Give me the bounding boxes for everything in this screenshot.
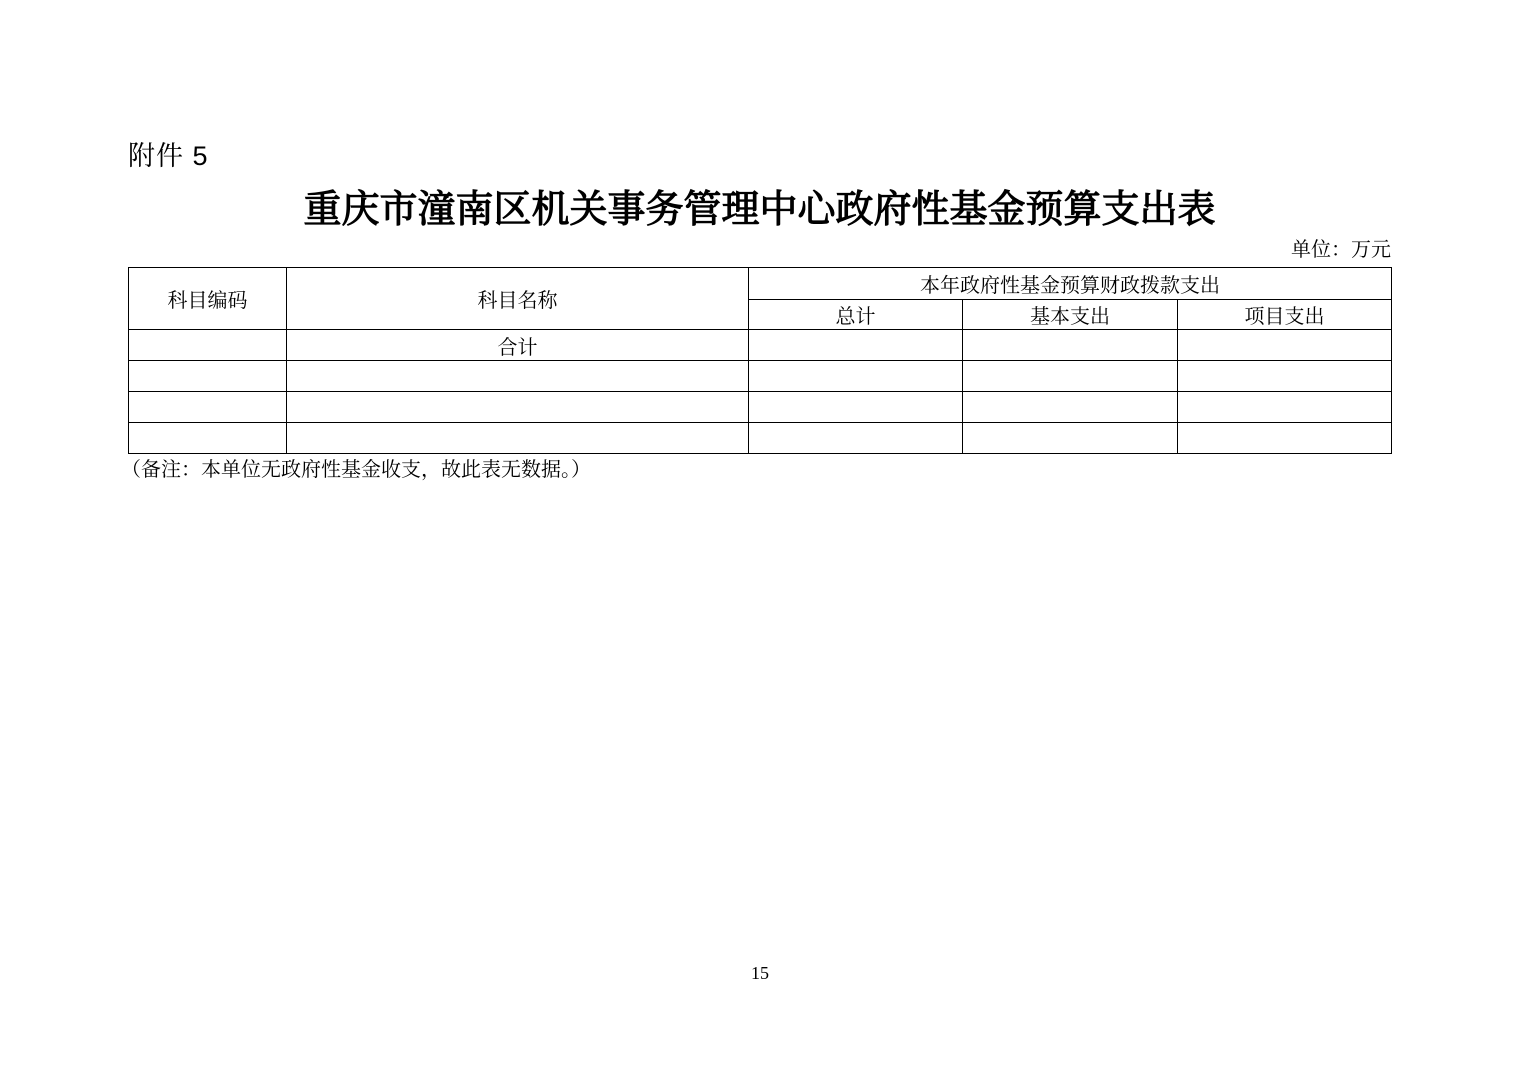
cell-basic-expenditure <box>963 423 1178 454</box>
cell-project-expenditure <box>1178 423 1392 454</box>
table-row <box>129 392 1392 423</box>
cell-subject-name <box>287 361 749 392</box>
col-header-subject-code: 科目编码 <box>129 268 287 330</box>
cell-subject-code <box>129 423 287 454</box>
budget-table <box>128 267 1392 454</box>
cell-subject-code <box>129 392 287 423</box>
col-header-project-expenditure: 项目支出 <box>1178 300 1392 330</box>
cell-basic-expenditure <box>963 330 1178 361</box>
table-row <box>129 330 1392 361</box>
cell-total <box>749 361 963 392</box>
col-header-basic-expenditure: 基本支出 <box>963 300 1178 330</box>
page-number: 15 <box>751 963 769 983</box>
cell-project-expenditure <box>1178 330 1392 361</box>
table-row <box>129 361 1392 392</box>
cell-subject-code <box>129 330 287 361</box>
cell-total <box>749 392 963 423</box>
cell-subject-name: 合计 <box>287 330 749 361</box>
cell-basic-expenditure <box>963 361 1178 392</box>
attachment-label: 附件 5 <box>128 141 209 171</box>
cell-subject-name <box>287 423 749 454</box>
col-header-total: 总计 <box>749 300 963 330</box>
cell-subject-name <box>287 392 749 423</box>
cell-project-expenditure <box>1178 361 1392 392</box>
note-text: （备注：本单位无政府性基金收支，故此表无数据。） <box>121 459 591 481</box>
cell-total <box>749 330 963 361</box>
table-header-row-1 <box>129 268 1392 300</box>
col-header-fund-expenditure-group: 本年政府性基金预算财政拨款支出 <box>749 268 1392 300</box>
cell-subject-code <box>129 361 287 392</box>
cell-total <box>749 423 963 454</box>
cell-basic-expenditure <box>963 392 1178 423</box>
page-title: 重庆市潼南区机关事务管理中心政府性基金预算支出表 <box>303 189 1216 231</box>
table-row <box>129 423 1392 454</box>
cell-project-expenditure <box>1178 392 1392 423</box>
col-header-subject-name: 科目名称 <box>287 268 749 330</box>
unit-label: 单位：万元 <box>1291 239 1391 261</box>
